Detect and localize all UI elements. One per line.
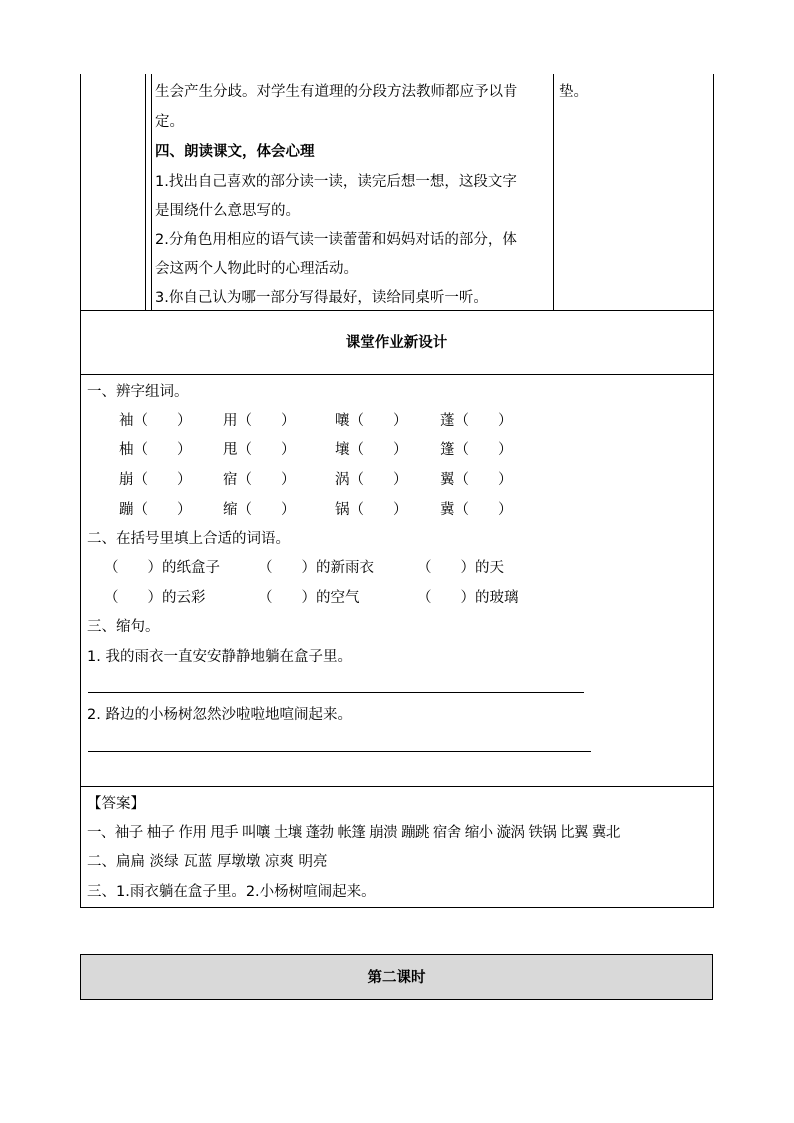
table-border-left <box>80 786 81 907</box>
word-blank: 宿（ ） <box>223 472 296 488</box>
word-blank: 崩（ ） <box>119 472 192 488</box>
text-line: 会这两个人物此时的心理活动。 <box>155 261 358 277</box>
phrase-blank: （ ）的新雨衣 <box>258 560 374 576</box>
sentence-item: 2. 路边的小杨树忽然沙啦啦地喧闹起来。 <box>87 707 352 723</box>
phrase-blank: （ ）的云彩 <box>104 590 206 606</box>
word-blank: 甩（ ） <box>223 442 296 458</box>
answer-line-3: 三、1.雨衣躺在盒子里。2.小杨树喧闹起来。 <box>87 884 376 900</box>
answer-line-1: 一、袖子 柚子 作用 甩手 叫嚷 土壤 蓬勃 帐篷 崩溃 蹦跳 宿舍 缩小 漩涡 铁锅 比翼 冀北 <box>87 825 620 841</box>
section-heading: 四、朗读课文，体会心理 <box>155 144 315 160</box>
word-blank: 翼（ ） <box>440 472 513 488</box>
column-divider <box>553 74 554 310</box>
question-3-title: 三、缩句。 <box>87 619 160 635</box>
phrase-blank: （ ）的天 <box>417 560 504 576</box>
table-border-left <box>80 74 81 786</box>
answer-line-2: 二、扁扁 淡绿 瓦蓝 厚墩墩 凉爽 明亮 <box>87 854 328 870</box>
word-blank: 袖（ ） <box>119 413 192 429</box>
text-line: 2.分角色用相应的语气读一读蕾蕾和妈妈对话的部分，体 <box>155 232 517 248</box>
homework-title: 课堂作业新设计 <box>345 335 448 351</box>
row-divider <box>80 310 713 311</box>
word-blank: 嚷（ ） <box>335 413 408 429</box>
answers-title: 【答案】 <box>87 796 145 812</box>
word-blank: 柚（ ） <box>119 442 192 458</box>
answer-line <box>88 692 584 693</box>
answer-line <box>88 751 591 752</box>
word-blank: 壤（ ） <box>335 442 408 458</box>
word-blank: 涡（ ） <box>335 472 408 488</box>
question-2-title: 二、在括号里填上合适的词语。 <box>87 531 290 547</box>
word-blank: 篷（ ） <box>440 442 513 458</box>
text-line: 1.找出自己喜欢的部分读一读，读完后想一想，这段文字 <box>155 174 517 190</box>
phrase-blank: （ ）的空气 <box>258 590 360 606</box>
lesson-header-box <box>80 954 713 1000</box>
right-column-text: 垫。 <box>559 84 588 100</box>
word-blank: 冀（ ） <box>440 502 513 518</box>
row-divider <box>80 374 713 375</box>
text-line: 定。 <box>155 114 184 130</box>
question-1-title: 一、辨字组词。 <box>87 384 189 400</box>
word-blank: 锅（ ） <box>335 502 408 518</box>
column-divider <box>151 74 152 310</box>
word-blank: 缩（ ） <box>223 502 296 518</box>
table-border-right <box>713 74 714 907</box>
column-divider <box>145 74 146 310</box>
table-border-bottom <box>80 907 714 908</box>
lesson-title: 第二课时 <box>367 970 426 986</box>
text-line: 是围绕什么意思写的。 <box>155 203 300 219</box>
text-line: 生会产生分歧。对学生有道理的分段方法教师都应予以肯 <box>155 84 518 100</box>
text-line: 3.你自己认为哪一部分写得最好，读给同桌听一听。 <box>155 290 488 306</box>
phrase-blank: （ ）的纸盒子 <box>104 560 220 576</box>
word-blank: 用（ ） <box>223 413 296 429</box>
word-blank: 蹦（ ） <box>119 502 192 518</box>
word-blank: 蓬（ ） <box>440 413 513 429</box>
phrase-blank: （ ）的玻璃 <box>417 590 519 606</box>
row-divider <box>80 786 713 787</box>
sentence-item: 1. 我的雨衣一直安安静静地躺在盒子里。 <box>87 649 352 665</box>
